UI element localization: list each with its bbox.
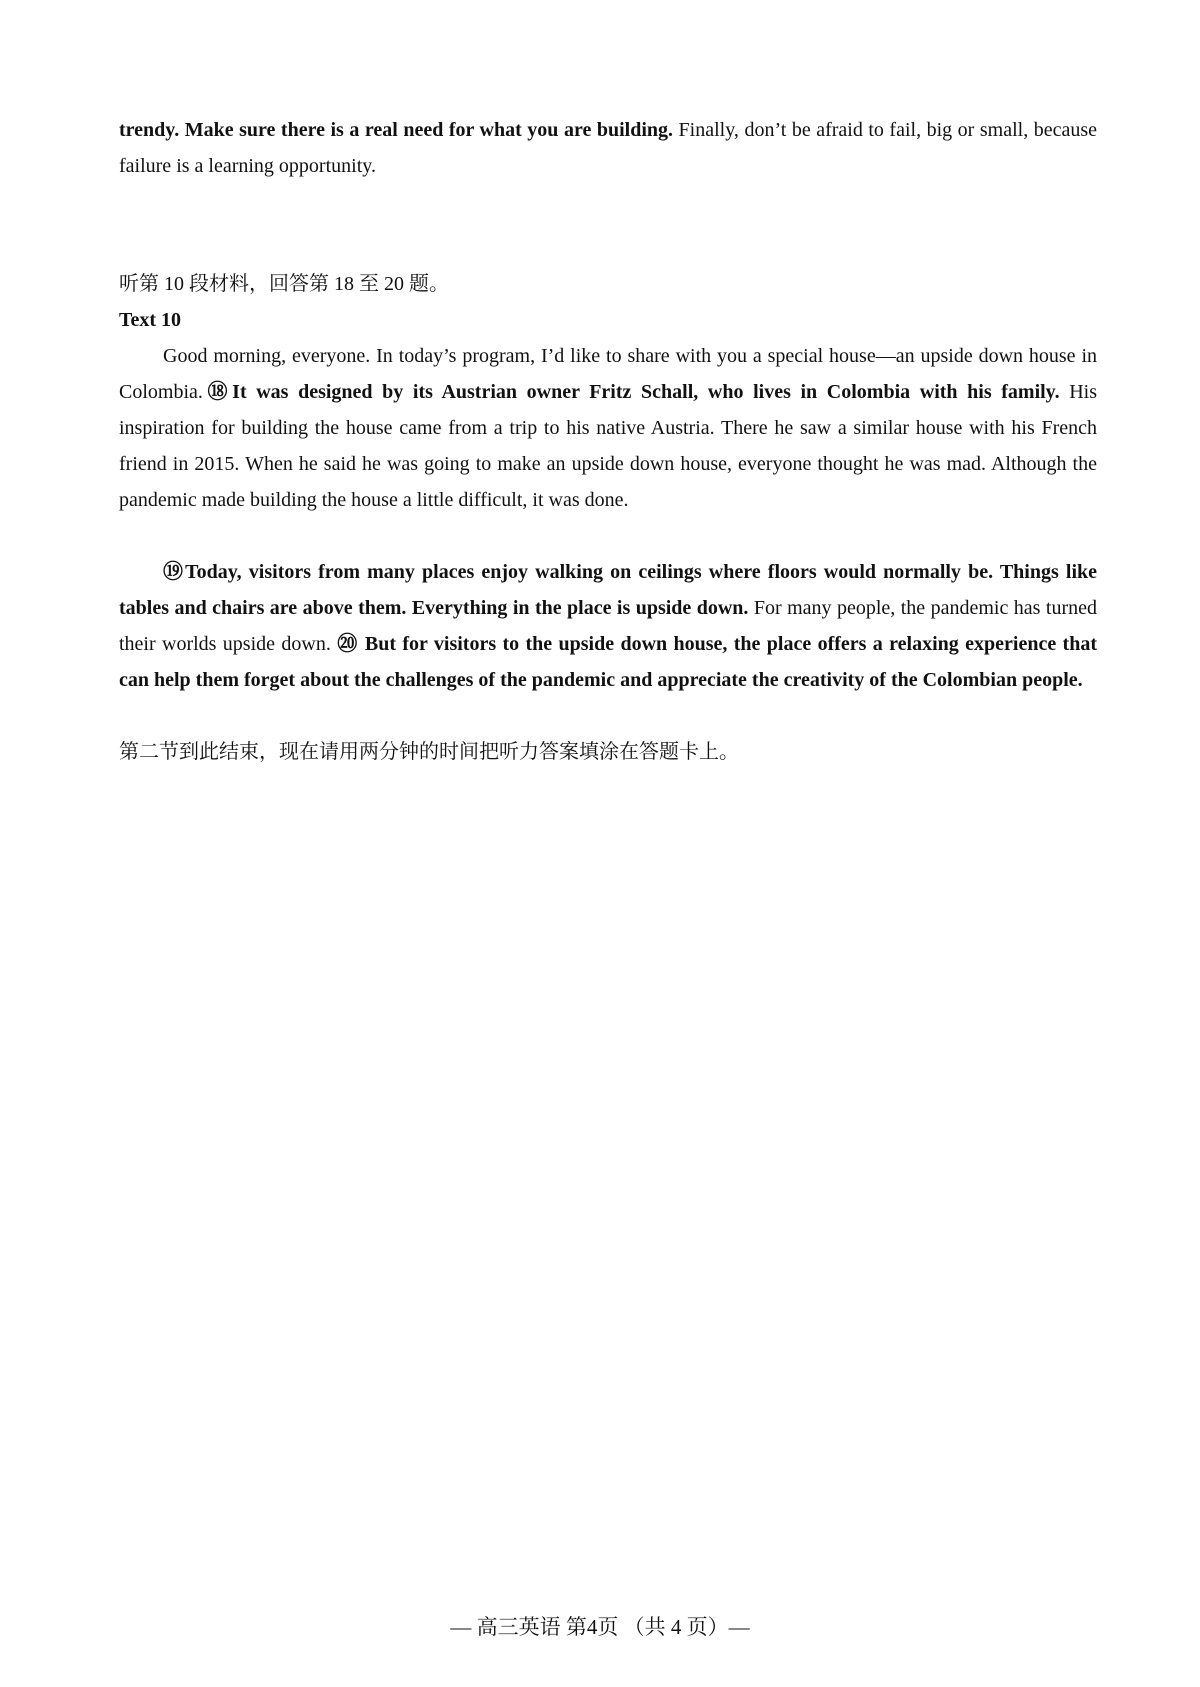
text-label: Text 10 [119, 309, 182, 331]
closing-note: 第二节到此结束，现在请用两分钟的时间把听力答案填涂在答题卡上。 [119, 741, 739, 763]
question-19-bold-text: Today, visitors from many places enjoy walking on ceilings where floors would normally be. Things like tables and chairs are above them. Everything in the place is upside down. [119, 561, 1098, 619]
question-20-bold-text: But for visitors to the upside down house, the place offers a relaxing experience that can help them forget about the challenges of the pandemic and appreciate the creativity of the Colombian people. [119, 633, 1097, 691]
paragraph-1-start: Good morning, everyone. In today’s program, I’d like to share with you a special house—an upside down house in Colombia. [119, 345, 1097, 403]
page-footer: — 高三英语 第4页 （共 4 页）— [450, 1615, 750, 1639]
intro-bold-text: trendy. Make sure there is a real need for what you are building. [119, 119, 674, 141]
question-18-marker: ⑱ [202, 381, 233, 403]
intro-paragraph [119, 112, 1097, 184]
paragraph-1 [119, 338, 1097, 518]
question-19-marker: ⑲ [163, 561, 186, 583]
paragraph-1-rest: His inspiration for building the house came from a trip to his native Austria. There he saw a similar house with his French friend in 2015. When he said he was going to make an upside down house, everyone thought he was mad. Although the pandemic made building the house a little difficult, it was done. [119, 381, 1098, 511]
intro-rest-text: Finally, don’t be afraid to fail, big or small, because failure is a learning opportunity. [119, 119, 1098, 177]
question-20-marker: ⑳ [337, 633, 359, 655]
section-instruction: 听第 10 段材料，回答第 18 至 20 题。 [119, 273, 449, 295]
paragraph-2-middle: For many people, the pandemic has turned their worlds upside down. [119, 597, 1097, 655]
paragraph-2 [119, 554, 1097, 698]
question-18-bold-text: It was designed by its Austrian owner Fritz Schall, who lives in Colombia with his family. [232, 381, 1060, 403]
